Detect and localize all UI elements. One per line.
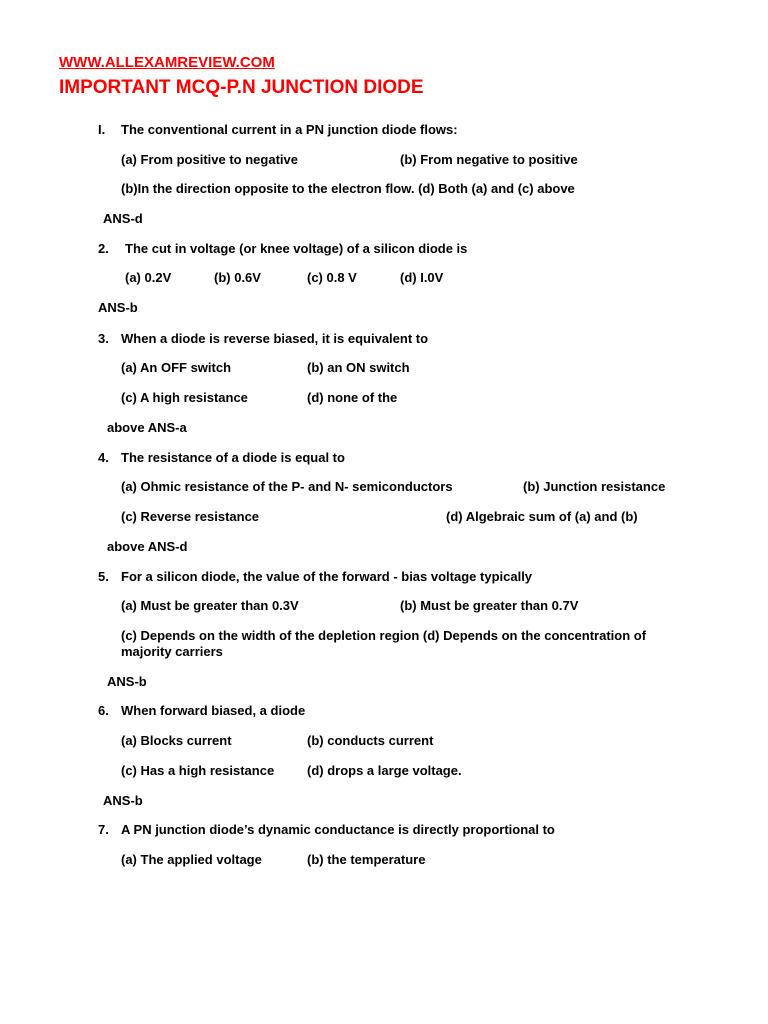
option-a: (a) Ohmic resistance of the P- and N- semiconductors xyxy=(121,479,453,494)
option-c: (c) Reverse resistance xyxy=(121,509,260,524)
option-d: (d) Algebraic sum of (a) and (b) xyxy=(446,509,638,524)
option-a: (a) 0.2V xyxy=(125,270,172,285)
question-text: When forward biased, a diode xyxy=(121,703,306,718)
question-text: For a silicon diode, the value of the forward - bias voltage typically xyxy=(121,569,533,584)
option-c: (c) Depends on the width of the depletion region (d) Depends on the concentration of xyxy=(121,628,647,643)
answer: ANS-b xyxy=(98,300,138,315)
option-d: (d) I.0V xyxy=(400,270,444,285)
answer: ANS-b xyxy=(103,793,143,808)
option-a: (a) An OFF switch xyxy=(121,360,232,375)
question-number: 6. xyxy=(98,703,109,718)
question-number: 3. xyxy=(98,331,109,346)
option-a: (a) Must be greater than 0.3V xyxy=(121,598,299,613)
site-link[interactable]: WWW.ALLEXAMREVIEW.COM xyxy=(59,54,275,71)
option-c: (c) 0.8 V xyxy=(307,270,357,285)
option-b: (b) From negative to positive xyxy=(400,152,578,167)
option-c: (c) A high resistance xyxy=(121,390,248,405)
question-number: I. xyxy=(98,122,106,137)
option-a: (a) From positive to negative xyxy=(121,152,298,167)
option-c: (c) Has a high resistance xyxy=(121,763,275,778)
option-d: (d) drops a large voltage. xyxy=(307,763,462,778)
option-c-continued: majority carriers xyxy=(121,644,223,659)
option-b: (b) Junction resistance xyxy=(523,479,666,494)
answer: ANS-d xyxy=(103,211,143,226)
answer: above ANS-d xyxy=(107,539,188,554)
option-a: (a) Blocks current xyxy=(121,733,232,748)
option-b: (b) an ON switch xyxy=(307,360,410,375)
answer: above ANS-a xyxy=(107,420,187,435)
option-b: (b) 0.6V xyxy=(214,270,261,285)
question-number: 2. xyxy=(98,241,109,256)
option-b: (b) Must be greater than 0.7V xyxy=(400,598,579,613)
question-text: The cut in voltage (or knee voltage) of a silicon diode is xyxy=(125,241,468,256)
question-number: 4. xyxy=(98,450,109,465)
question-text: The conventional current in a PN junction diode flows: xyxy=(121,122,458,137)
option-b: (b) conducts current xyxy=(307,733,434,748)
page-title: IMPORTANT MCQ-P.N JUNCTION DIODE xyxy=(59,77,424,98)
question-text: When a diode is reverse biased, it is equivalent to xyxy=(121,331,429,346)
question-number: 5. xyxy=(98,569,109,584)
option-c: (b)In the direction opposite to the electron flow. (d) Both (a) and (c) above xyxy=(121,181,575,196)
option-b: (b) the temperature xyxy=(307,852,426,867)
option-d: (d) none of the xyxy=(307,390,398,405)
question-text: The resistance of a diode is equal to xyxy=(121,450,345,465)
option-a: (a) The applied voltage xyxy=(121,852,262,867)
answer: ANS-b xyxy=(107,674,147,689)
question-number: 7. xyxy=(98,822,109,837)
question-text: A PN junction diode’s dynamic conductance is directly proportional to xyxy=(121,822,555,837)
